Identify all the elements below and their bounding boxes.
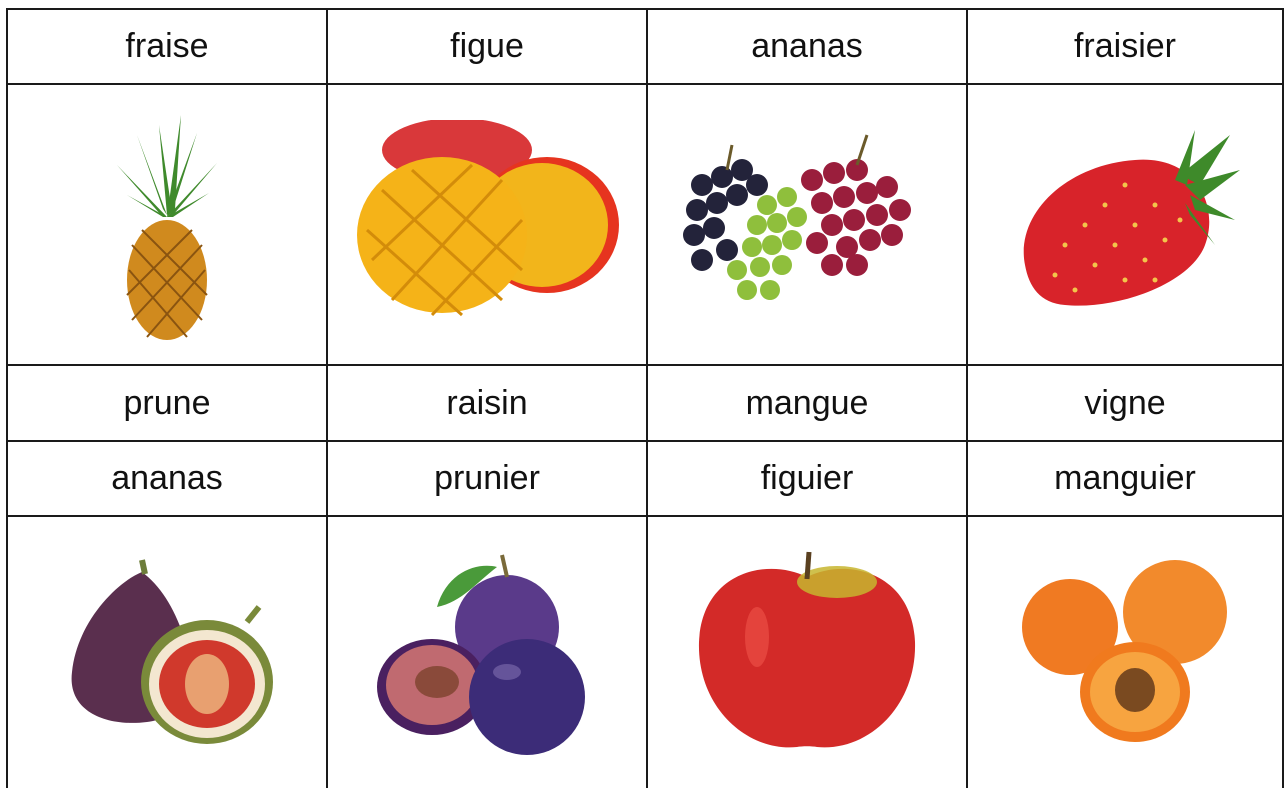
picture-cell (327, 516, 647, 788)
word-cell: vigne (967, 365, 1283, 440)
fig-picture (57, 552, 277, 752)
picture-cell (7, 84, 327, 365)
picture-cell (967, 84, 1283, 365)
apple-picture (687, 547, 927, 757)
grapes-picture (672, 125, 942, 325)
apricot-picture (1015, 552, 1235, 752)
word-cell: figue (327, 9, 647, 84)
picture-cell (327, 84, 647, 365)
picture-row-1 (7, 84, 1283, 365)
word-cell: fraisier (967, 9, 1283, 84)
fruit-vocabulary-table (6, 8, 1284, 788)
picture-cell (647, 516, 967, 788)
plum-picture (367, 547, 607, 757)
strawberry-picture (1005, 125, 1245, 325)
mango-picture (352, 120, 622, 330)
pineapple-picture (97, 105, 237, 345)
word-cell: prunier (327, 441, 647, 516)
picture-cell (7, 516, 327, 788)
word-cell: prune (7, 365, 327, 440)
word-cell: raisin (327, 365, 647, 440)
label-row-3 (7, 441, 1283, 516)
label-row-1 (7, 9, 1283, 84)
word-cell: mangue (647, 365, 967, 440)
picture-row-2 (7, 516, 1283, 788)
picture-cell (967, 516, 1283, 788)
word-cell: ananas (7, 441, 327, 516)
label-row-2 (7, 365, 1283, 440)
word-cell: ananas (647, 9, 967, 84)
word-cell: manguier (967, 441, 1283, 516)
picture-cell (647, 84, 967, 365)
word-cell: fraise (7, 9, 327, 84)
word-cell: figuier (647, 441, 967, 516)
